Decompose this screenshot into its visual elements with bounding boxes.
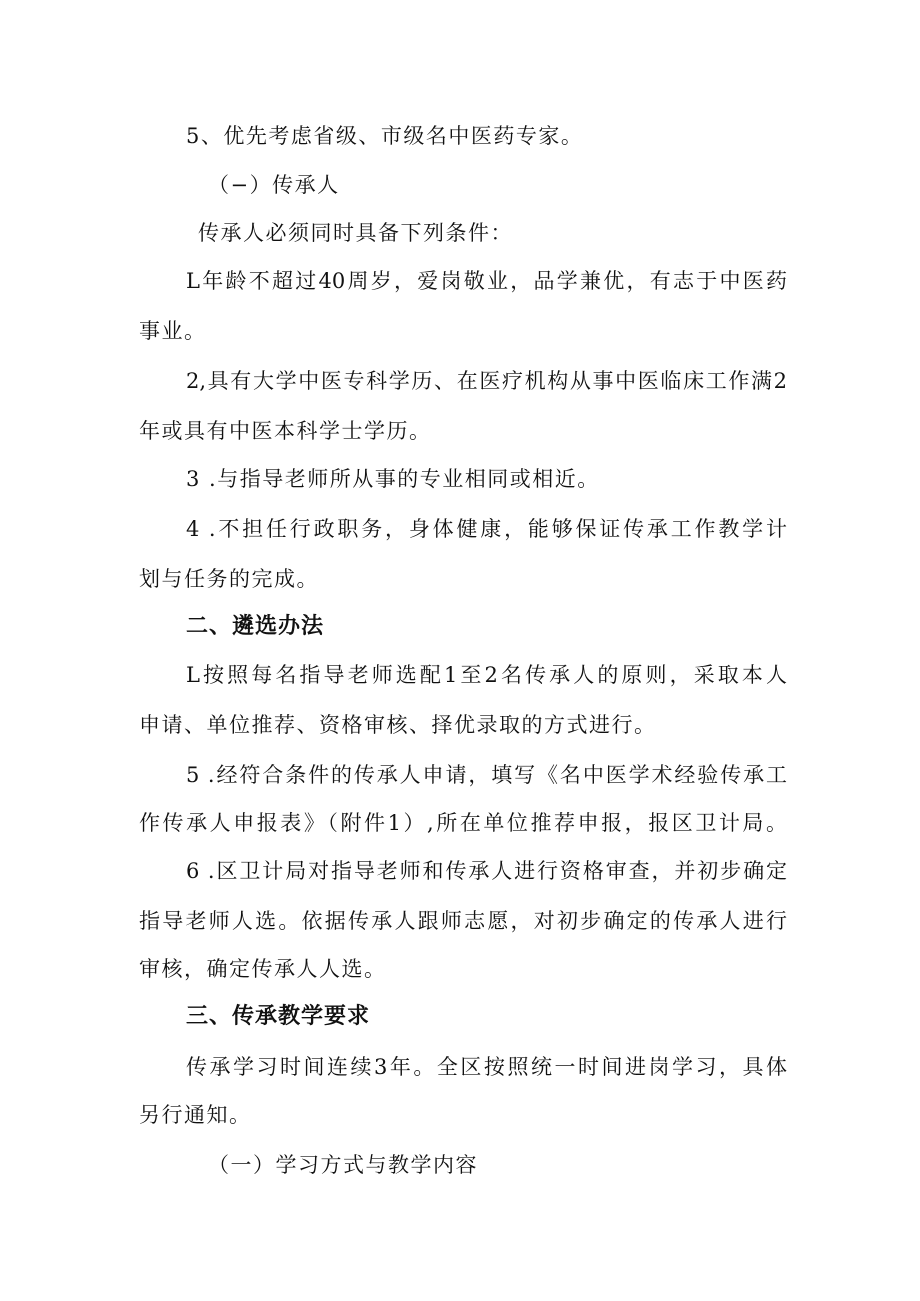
paragraph-line: 事业。 (139, 319, 207, 343)
paragraph-line: 申请、单位推荐、资格审核、择优录取的方式进行。 (139, 713, 657, 737)
paragraph-line: 5 .经符合条件的传承人申请，填写《名中医学术经验传承工 (186, 763, 787, 787)
paragraph-line: 传承学习时间连续3年。全区按照统一时间进岗学习，具体 (186, 1055, 787, 1079)
subsection-heading: （−）传承人 (208, 173, 340, 197)
paragraph-line: 5、优先考虑省级、市级名中医药专家。 (186, 124, 584, 148)
paragraph-line: L年龄不超过40周岁，爱岗敬业，品学兼优，有志于中医药 (186, 269, 787, 293)
section-heading: 三、传承教学要求 (186, 1004, 371, 1029)
paragraph-line: L按照每名指导老师选配1至2名传承人的原则，采取本人 (186, 663, 787, 687)
paragraph-line: 划与任务的完成。 (139, 567, 319, 591)
section-heading: 二、遴选办法 (186, 614, 325, 639)
paragraph-line: 作传承人申报表》（附件1）,所在单位推荐申报，报区卫计局。 (139, 811, 787, 835)
paragraph-line: 3 .与指导老师所从事的专业相同或相近。 (186, 467, 600, 491)
paragraph-line: 6 .区卫计局对指导老师和传承人进行资格审查，并初步确定 (186, 859, 787, 883)
paragraph-line: 传承人必须同时具备下列条件： (198, 221, 513, 245)
paragraph-line: 审核，确定传承人人选。 (139, 957, 387, 981)
paragraph-line: 另行通知。 (139, 1103, 252, 1127)
subsection-heading: （一）学习方式与教学内容 (208, 1153, 478, 1177)
paragraph-line: 2,具有大学中医专科学历、在医疗机构从事中医临床工作满2 (186, 369, 787, 393)
paragraph-line: 年或具有中医本科学士学历。 (139, 419, 432, 443)
paragraph-line: 指导老师人选。依据传承人跟师志愿，对初步确定的传承人进行 (139, 909, 787, 933)
paragraph-line: 4 .不担任行政职务，身体健康，能够保证传承工作教学计 (186, 517, 787, 541)
